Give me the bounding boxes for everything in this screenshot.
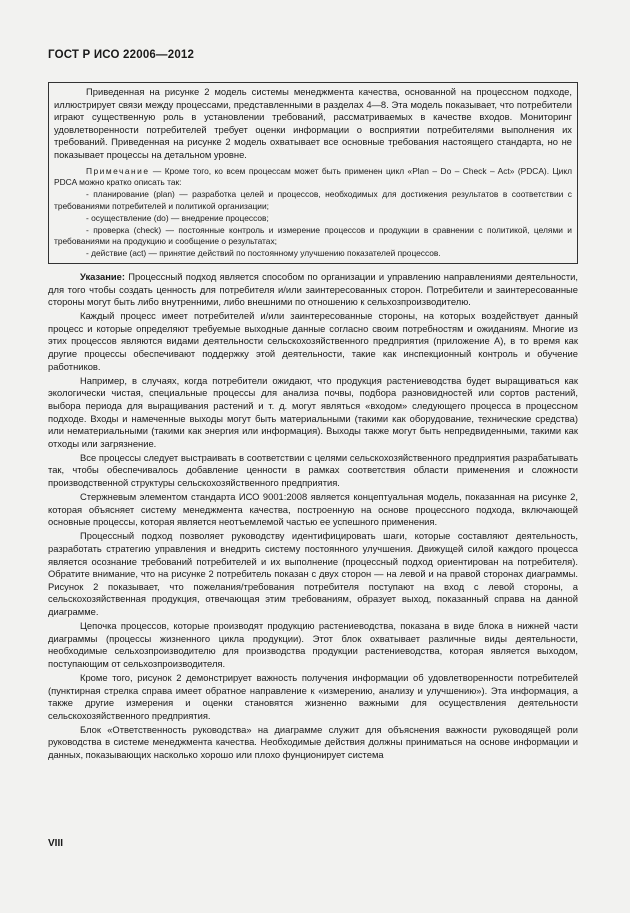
note-text: — Кроме того, ко всем процессам может быть применен цикл «Plan – Do – Check – Act» (PDCA). Цикл PDCA можно кратко описать так: bbox=[54, 165, 572, 188]
note-item-check: - проверка (check) — постоянные контроль и измерение процессов и продукции в сравнении с политикой, целями и требованиями на продукцию и сообщение о результатах; bbox=[54, 224, 572, 247]
note-item-plan: - планирование (plan) — разработка целей и процессов, необходимых для достижения результатов в соответствии с требованиями потребителей и политикой организации; bbox=[54, 189, 572, 211]
body-text bbox=[48, 271, 578, 762]
note-paragraph bbox=[54, 166, 572, 190]
paragraph-2: Каждый процесс имеет потребителей и/или заинтересованные стороны, на которых воздействует данный процесс и которые определяют требуемые выходные данные согласно своим потребностям и ожиданиям. Многие из этих процессов являются видами деятельности сельскохозяйственного предприятия (приложение А), в то время как другие процессы обеспечивают поддержку этой деятельности, такие как инспекционный контроль и обучение работников. bbox=[48, 310, 578, 372]
page-number: VIII bbox=[48, 838, 64, 849]
paragraph-7: Цепочка процессов, которые производят продукцию растениеводства, показана в виде блока в нижней части диаграммы (процессы жизненного цикла продукции). Этот блок охватывает различные виды деятельности, необходимые сельхозпроизводителю для производства продукции растениеводства, которая является выходом, поступающим от сельхозпроизводителя. bbox=[48, 620, 578, 669]
framed-note-box bbox=[48, 82, 578, 264]
paragraph-5: Стержневым элементом стандарта ИСО 9001:2008 является концептуальная модель, показанная на рисунке 2, которая объясняет систему менеджмента качества, построенную на основе процессного подхода, включающей основные процессы, которая является неотъемлемой частью ее успешного применения. bbox=[48, 491, 578, 528]
note-item-do: - осуществление (do) — внедрение процессов; bbox=[86, 212, 269, 223]
box-intro-paragraph: Приведенная на рисунке 2 модель системы менеджмента качества, основанной на процессном подходе, иллюстрирует связи между процессами, представленными в разделах 4—8. Эта модель показывает, что потребители играют существенную роль в установлении требований, рассматриваемых в качестве входов. Мониторинг удовлетворенности потребителей требует оценки информации о восприятии потребителями выполнения их требований. Приведенная на рисунке 2 модель охватывает все основные требования настоящего стандарта, но не показывает процессы на детальном уровне. bbox=[54, 86, 572, 160]
note-item-act: - действие (act) — принятие действий по постоянному улучшению показателей процессов. bbox=[86, 248, 441, 259]
paragraph-3: Например, в случаях, когда потребители ожидают, что продукция растениеводства будет выращиваться как экологически чистая, специальные процессы для анализа почвы, подбора разновидностей или сортов растений, выбора периода для выращивания растений и т. д. могут являться «входом» следующего процесса в процессном подходе. Входы и намеченные выходы могут быть материальными (такими как оборудование, технические средства) или нематериальными (такими как энергия или информация). Выходы также могут быть непредвиденными, такими как отходы или загрязнение. bbox=[48, 374, 578, 449]
paragraph-guidance bbox=[48, 271, 578, 309]
guidance-text: Процессный подход является способом по организации и управлению направлениями деятельности, для того чтобы создать ценность для потребителя и/или заинтересованных сторон. Потребители и заинтересованные стороны могут быть либо внутренними, либо внешними по отношению к сельхозпроизводителю. bbox=[48, 271, 578, 308]
document-header: ГОСТ Р ИСО 22006—2012 bbox=[48, 49, 195, 61]
paragraph-4: Все процессы следует выстраивать в соответствии с целями сельскохозяйственного предприятия разрабатывать так, чтобы обеспечивалось добавление ценности в рамках соответствия области применения и сложности производственной структуры сельскохозяйственного предприятия. bbox=[48, 451, 578, 488]
box-intro bbox=[54, 86, 572, 162]
paragraph-6: Процессный подход позволяет руководству идентифицировать шаги, которые составляют деятельность, разработать стратегию управления и внедрить систему постоянного улучшения. Движущей силой каждого процесса является осознание требований потребителей и их выполнение (процессный подход ориентирован на потребителя). Обратите внимание, что на рисунке 2 потребитель показан с двух сторон — на левой и на правой сторонах диаграммы. Рисунок 2 показывает, что пожелания/требования потребителя поступают на вход с левой стороны, а сельскохозяйственная продукция, отвечающая этим требованиям, образует выход, показанный справа на данной диаграмме. bbox=[48, 530, 578, 617]
note-block bbox=[54, 166, 572, 260]
guidance-label: Указание: bbox=[80, 271, 126, 282]
paragraph-8: Кроме того, рисунок 2 демонстрирует важность получения информации об удовлетворенности потребителей (пунктирная стрелка справа имеет обратное направление к «измерению, анализу и улучшению»). Эта информация, а также другие измерения и оценки становятся жизненно важными для осуществления деятельности сельскохозяйственного предприятия. bbox=[48, 671, 578, 721]
note-label: Примечание bbox=[86, 165, 150, 176]
paragraph-9: Блок «Ответственность руководства» на диаграмме служит для объяснения важности руководящей роли руководства в системе менеджмента качества. Необходимые действия должны приниматься на основе информации и данных, показывающих насколько хорошо или плохо фунционирует система bbox=[48, 723, 578, 760]
